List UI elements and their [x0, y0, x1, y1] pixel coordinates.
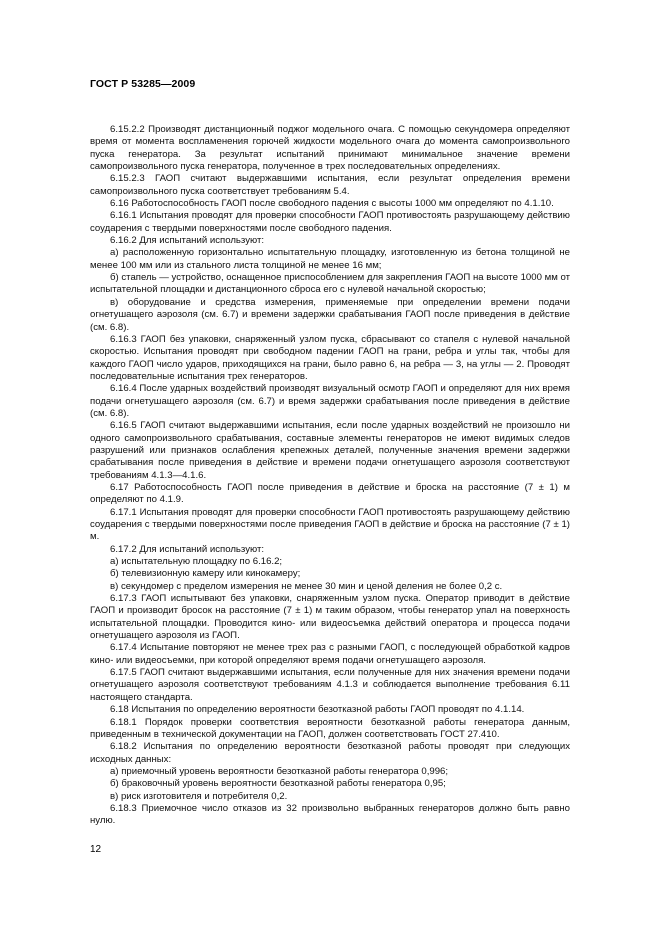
- list-item: в) оборудование и средства измерения, применяемые при определении времени подачи огнетушащего аэрозоля (см. 6.7) и времени задержки срабатывания ГАОП после приведения в действие (см. 6.8).: [90, 296, 570, 333]
- paragraph: 6.17.5 ГАОП считают выдержавшими испытания, если полученные для них значения времени подачи огнетушащего аэрозоля соответствуют требованиям 4.1.3 и соблюдается выполнение требования 6.11 настоящего стандарта.: [90, 667, 570, 703]
- list-item: в) секундомер с пределом измерения не менее 30 мин и ценой деления не более 0,2 с.: [110, 580, 503, 592]
- paragraph: 6.16.3 ГАОП без упаковки, снаряженный узлом пуска, сбрасывают со стапеля с нулевой начальной скоростью. Испытания проводят при свободном падении ГАОП на грани, ребра и углы так, чтобы для каждого ГАОП число ударов, приходящихся на грани, было равно 6, на ребра — 3, на углы — 2. Проводят последовательные испытания трех генераторов.: [90, 333, 570, 382]
- list-item: а) приемочный уровень вероятности безотказной работы генератора 0,996;: [110, 765, 449, 777]
- paragraph: 6.15.2.2 Производят дистанционный поджог модельного очага. С помощью секундомера определяют время от момента воспламенения горючей жидкости модельного очага до момента самопроизвольного пуска генератора. За результат испытаний принимают минимальное значение времени самопроизвольного пуска генератора, полученное в трех последовательных определениях.: [90, 124, 570, 173]
- paragraph: 6.16.2 Для испытаний используют:: [110, 235, 265, 247]
- paragraph: 6.15.2.3 ГАОП считают выдержавшими испытания, если результат определения времени самопроизвольного пуска соответствует требованиям 5.4.: [90, 173, 570, 197]
- paragraph: 6.18.1 Порядок проверки соответствия вероятности безотказной работы генератора данным, приведенным в технической документации на ГАОП, должен соответствовать ГОСТ 27.410.: [90, 716, 570, 740]
- paragraph: 6.16.4 После ударных воздействий производят визуальный осмотр ГАОП и определяют для них время подачи огнетушащего аэрозоля (см. 6.7) и время задержки срабатывания после приведения в действие (см. 6.8).: [90, 383, 570, 419]
- list-item: а) расположенную горизонтально испытательную площадку, изготовленную из бетона толщиной не менее 100 мм или из стального листа толщиной не менее 16 мм;: [90, 247, 570, 271]
- paragraph: 6.17.3 ГАОП испытывают без упаковки, снаряженным узлом пуска. Оператор приводит в действие ГАОП и производит бросок на расстояние (7 ± 1) м таким образом, чтобы генератор упал на поверхность испытательной площадки. Проводится кино- или видеосъемка действий оператора и процесса подачи огнетушащего аэрозоля из ГАОП.: [90, 593, 570, 642]
- paragraph: 6.17 Работоспособность ГАОП после приведения в действие и броска на расстояние (7 ± 1) м определяют по 4.1.9.: [90, 481, 570, 506]
- paragraph: 6.17.1 Испытания проводят для проверки способности ГАОП противостоять разрушающему действию соударения с твердыми поверхностями после приведения ГАОП в действие и броска на расстояние (7 ± 1) м.: [90, 506, 570, 543]
- paragraph: 6.16.1 Испытания проводят для проверки способности ГАОП противостоять разрушающему действию соударения с твердыми поверхностями после свободного падения.: [90, 210, 570, 234]
- document-header: ГОСТ Р 53285—2009: [90, 78, 196, 90]
- paragraph: 6.18.3 Приемочное число отказов из 32 произвольно выбранных генераторов должно быть равно нулю.: [90, 802, 570, 827]
- list-item: б) телевизионную камеру или кинокамеру;: [110, 568, 301, 580]
- list-item: б) стапель — устройство, оснащенное приспособлением для закрепления ГАОП на высоте 1000 мм от испытательной площадки и дистанционного сброса его с нулевой начальной скоростью;: [90, 272, 570, 296]
- paragraph: 6.16 Работоспособность ГАОП после свободного падения с высоты 1000 мм определяют по 4.1.10.: [110, 198, 554, 210]
- document-body: [90, 124, 570, 828]
- list-item: а) испытательную площадку по 6.16.2;: [110, 556, 283, 568]
- page-number: 12: [90, 844, 102, 855]
- list-item: б) браковочный уровень вероятности безотказной работы генератора 0,95;: [110, 778, 446, 790]
- paragraph: 6.17.2 Для испытаний используют:: [110, 543, 265, 555]
- paragraph: 6.17.4 Испытание повторяют не менее трех раз с разными ГАОП, с последующей обработкой кадров кино- или видеосъемки, при которой определяют время подачи огнетушащего аэрозоля.: [90, 642, 570, 666]
- paragraph: 6.18.2 Испытания по определению вероятности безотказной работы проводят при следующих исходных данных:: [90, 741, 570, 765]
- paragraph: 6.18 Испытания по определению вероятности безотказной работы ГАОП проводят по 4.1.14.: [110, 704, 525, 716]
- paragraph: 6.16.5 ГАОП считают выдержавшими испытания, если после ударных воздействий не произошло ни одного самопроизвольного срабатывания, составные элементы генераторов не имеют видимых следов разрушений или признаков ослабления крепежных деталей, полученные значения времени задержки срабатывания после приведения в действие и времени подачи огнетушащего аэрозоля соответствуют требованиям 4.1.3—4.1.6.: [90, 420, 570, 481]
- list-item: в) риск изготовителя и потребителя 0,2.: [110, 790, 288, 802]
